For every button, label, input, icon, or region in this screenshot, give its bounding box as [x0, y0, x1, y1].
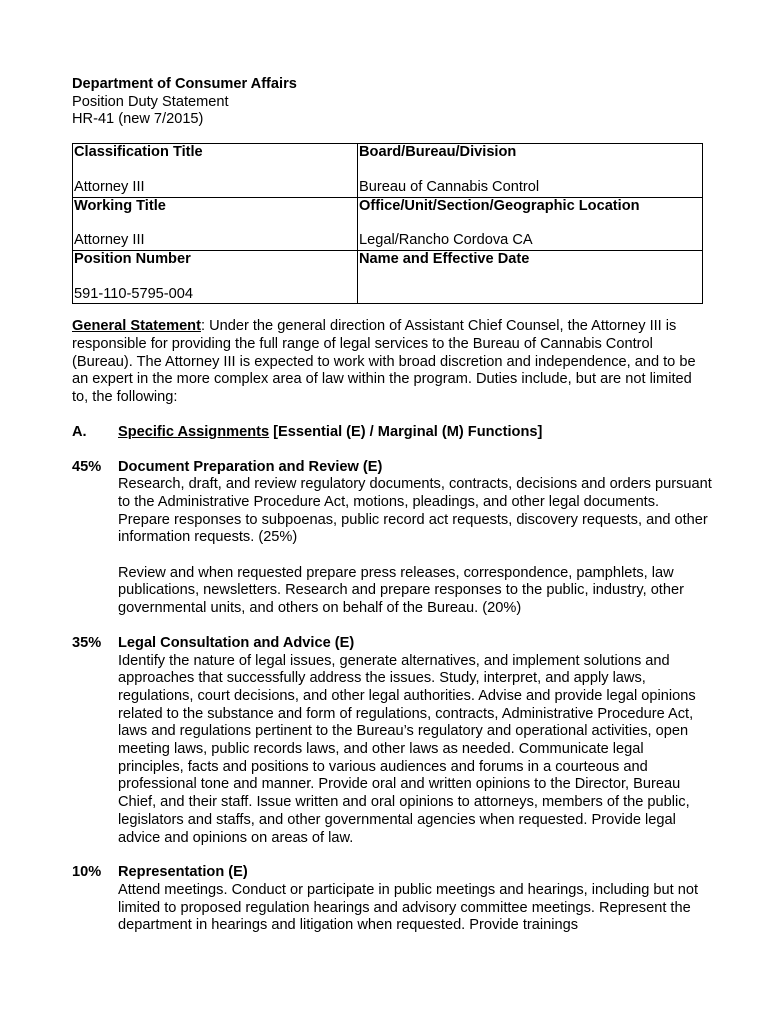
position-number-value: 591-110-5795-004	[74, 285, 194, 302]
document-page	[72, 76, 712, 935]
cell-label: Working Title	[74, 197, 166, 214]
table-row	[73, 144, 703, 197]
general-statement-lead: General Statement	[72, 318, 201, 335]
duty-title: Document Preparation and Review (E)	[118, 458, 383, 475]
duty-title: Representation (E)	[118, 864, 248, 881]
position-number-cell	[73, 250, 358, 303]
working-title-value: Attorney III	[74, 232, 145, 249]
duties-list	[72, 459, 712, 936]
duty-percent: 35%	[72, 634, 102, 651]
duty-body	[72, 653, 712, 848]
cell-label: Classification Title	[74, 144, 203, 161]
section-title: Specific Assignments	[118, 423, 270, 440]
department-name: Department of Consumer Affairs	[72, 76, 297, 92]
board-cell	[358, 144, 703, 197]
cell-label: Office/Unit/Section/Geographic Location	[359, 197, 640, 214]
office-cell	[358, 197, 703, 250]
duty-heading	[72, 459, 712, 477]
board-value: Bureau of Cannabis Control	[359, 178, 540, 195]
table-row	[73, 197, 703, 250]
document-header	[72, 76, 712, 129]
document-title: Position Duty Statement	[72, 93, 229, 110]
classification-title-value: Attorney III	[74, 178, 145, 195]
table-row	[73, 250, 703, 303]
duty-item	[72, 864, 712, 935]
duty-body	[72, 476, 712, 618]
office-value: Legal/Rancho Cordova CA	[359, 232, 533, 249]
duty-heading	[72, 635, 712, 653]
duty-heading	[72, 864, 712, 882]
general-statement	[72, 318, 712, 407]
duty-paragraph: Review and when requested prepare press releases, correspondence, pamphlets, law publications, newsletters. Research and prepare responses to the public, industry, other governmental units, and others on behalf of the Bureau. (20%)	[118, 564, 684, 617]
general-statement-text: : Under the general direction of Assistant Chief Counsel, the Attorney III is responsible for providing the full range of legal services to the Bureau of Cannabis Control (Bureau). The Attorney III is expected to work with broad discretion and independence, and to be an expert in the more complex area of law within the program. Duties include, but are not limited to, the following:	[72, 318, 696, 406]
cell-label: Name and Effective Date	[359, 250, 530, 267]
cell-label: Position Number	[74, 250, 191, 267]
duty-paragraph: Identify the nature of legal issues, generate alternatives, and implement solutions and approaches that successfully address the issues. Study, interpret, and apply laws, regulations, court decisions, and other legal authorities. Advise and provide legal opinions related to the substance and form of regulations, contracts, Administrative Procedure Act, laws and regulations pertinent to the Bureau’s regulatory and operational activities, open meeting laws, public records laws, and other laws as needed. Communicate legal principles, facts and positions to various audiences and forums in a courteous and professional tone and manner. Provide oral and written opinions to the Director, Bureau Chief, and their staff. Issue written and oral opinions to attorneys, members of the public, legislators and staffs, and other governmental agencies when requested. Provide legal advice and opinions on areas of law.	[118, 652, 696, 846]
section-suffix: [Essential (E) / Marginal (M) Functions]	[269, 423, 543, 440]
position-info-table	[72, 143, 703, 304]
duty-percent: 45%	[72, 458, 102, 475]
cell-label: Board/Bureau/Division	[359, 144, 517, 161]
duty-body	[72, 882, 712, 935]
duty-title: Legal Consultation and Advice (E)	[118, 634, 355, 651]
duty-paragraph: Attend meetings. Conduct or participate in public meetings and hearings, including but not limited to proposed regulation hearings and advisory committee meetings. Represent the department in hearings and litigation when requested. Provide trainings	[118, 882, 699, 934]
duty-paragraph: Research, draft, and review regulatory documents, contracts, decisions and orders pursuant to the Administrative Procedure Act, motions, pleadings, and other legal documents. Prepare responses to subpoenas, public record act requests, discovery requests, and other information requests. (25%)	[118, 476, 712, 546]
section-a-heading	[72, 424, 712, 442]
name-date-cell	[358, 250, 703, 303]
duty-item	[72, 459, 712, 618]
form-id: HR-41 (new 7/2015)	[72, 111, 204, 128]
duty-percent: 10%	[72, 864, 102, 881]
working-title-cell	[73, 197, 358, 250]
duty-item	[72, 635, 712, 847]
classification-title-cell	[73, 144, 358, 197]
section-letter: A.	[72, 423, 87, 440]
